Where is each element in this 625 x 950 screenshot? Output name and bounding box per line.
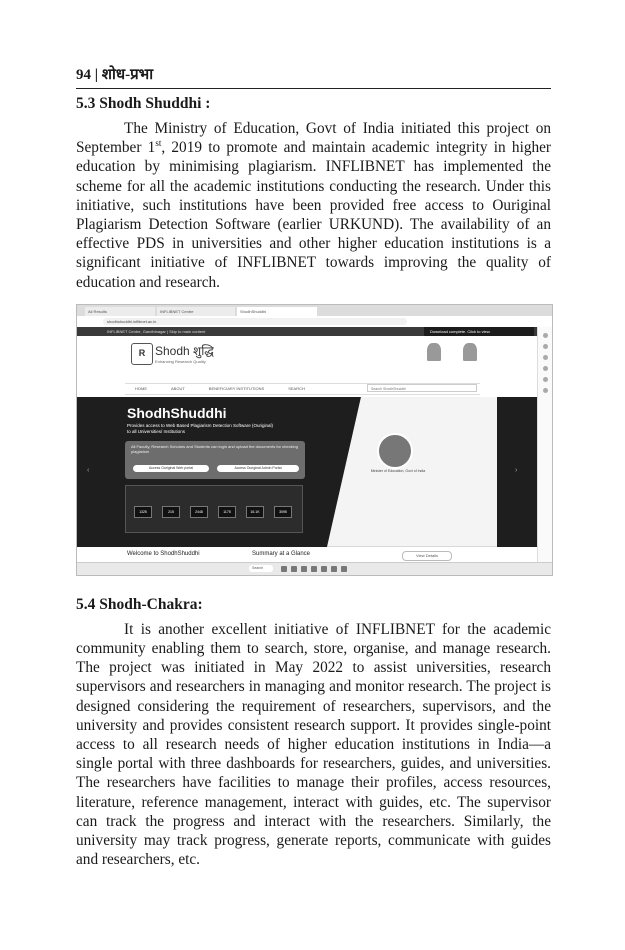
stats-panel xyxy=(125,485,303,533)
stat-value: 215 xyxy=(162,506,180,518)
stat-value: 1325 xyxy=(134,506,152,518)
hero-subtitle: Provides access to Web Based Plagiarism Detection Software (Ouriginal) to all Universities/ Institutions xyxy=(127,422,273,434)
hero-box-text: All Faculty, Research Scholars and Students can login and upload the documents for checking plagiarism xyxy=(131,443,298,454)
paragraph-shodh-chakra: It is another excellent initiative of INFLIBNET for the academic community enabling them to search, store, organise, and manage research. The project was initiated in May 2022 to assist universities, research supervisors and researchers in managing and monitor research. The project is designed considering the requirement of researchers, supervisors, and the university and provides consistent research support. It provides single-point access to all research needs of higher education institutions in India—a single portal with three dashboards for researchers, guides, and universities. The researchers have facilities to manage their profiles, access resources, literature, reference management, interact with guides, etc. The supervisor can track the progress and interact with the researchers. Similarly, the university may track progress, generate reports, communicate with guides and researchers, etc. xyxy=(76,620,551,869)
minister-photo xyxy=(377,433,413,469)
emblem-icon xyxy=(427,343,441,361)
browser-tab-active[interactable]: ShodhShuddhi xyxy=(237,307,317,316)
stat-value: 1175 xyxy=(218,506,236,518)
next-arrow-icon[interactable]: › xyxy=(515,466,518,474)
nav-about[interactable]: ABOUT xyxy=(171,385,185,391)
taskbar-app-icon[interactable] xyxy=(321,566,327,572)
ouriginal-web-button[interactable]: Access Ouriginal Web portal xyxy=(133,465,209,472)
taskbar-app-icon[interactable] xyxy=(331,566,337,572)
url-field[interactable]: shodhshuddhi.inflibnet.ac.in xyxy=(103,318,407,325)
para-text-2: , 2019 to promote and maintain academic integrity in higher education by minimising plagiarism. INFLIBNET has implemented the scheme for all the academic institutions conducting the research. Under this initiative, such institutions have been provided free access to Ouriginal Plagiarism Detection Software (earlier URKUND). The availability of an effective PDS in universities and other higher education institutions is a significant initiative of INFLIBNET towards improving the quality of education and research. xyxy=(76,139,551,291)
site-top-strip: INFLIBNET Centre, Gandhinagar | Skip to main content xyxy=(77,327,538,336)
prev-arrow-icon[interactable]: ‹ xyxy=(87,466,90,474)
page-body xyxy=(76,64,551,869)
section-heading-shodh-chakra: 5.4 Shodh-Chakra: xyxy=(76,595,203,613)
ouriginal-admin-button[interactable]: Access Ouriginal Admin Portal xyxy=(217,465,299,472)
browser-tab-bar xyxy=(77,305,552,316)
nav-beneficiary[interactable]: BENEFICIARY INSTITUTIONS xyxy=(208,385,265,391)
sidebar-icon[interactable] xyxy=(543,355,548,360)
taskbar-search[interactable]: Search xyxy=(249,565,273,572)
nav-search[interactable]: SEARCH xyxy=(288,385,305,391)
sidebar-icon[interactable] xyxy=(543,344,548,349)
download-popup[interactable]: Download complete. Click to view. xyxy=(424,327,534,336)
header-rule xyxy=(76,88,551,89)
summary-heading: Summary at a Glance xyxy=(252,550,311,557)
taskbar-app-icon[interactable] xyxy=(291,566,297,572)
taskbar xyxy=(77,562,552,575)
running-head: 94 | शोध-प्रभा xyxy=(76,67,154,83)
browser-side-panel xyxy=(537,327,552,563)
taskbar-app-icon[interactable] xyxy=(311,566,317,572)
sidebar-icon[interactable] xyxy=(543,333,548,338)
hero-banner xyxy=(77,397,538,547)
sidebar-icon[interactable] xyxy=(543,388,548,393)
website-screenshot xyxy=(76,304,553,576)
minister-caption: Minister of Education, Govt of India xyxy=(370,468,426,473)
taskbar-app-icon[interactable] xyxy=(301,566,307,572)
shodhshuddhi-logo-icon: R xyxy=(131,343,153,365)
stat-value: 2448 xyxy=(190,506,208,518)
ordinal-suffix: st xyxy=(155,138,162,149)
hero-title: ShodhShuddhi xyxy=(127,404,227,421)
site-page xyxy=(77,327,538,563)
section-heading-shodh-shuddhi: 5.3 Shodh Shuddhi : xyxy=(76,95,211,112)
national-emblem-icon xyxy=(463,343,477,361)
brand-tagline: Enhancing Research Quality xyxy=(155,358,206,364)
brand xyxy=(155,342,214,364)
hero-login-box xyxy=(125,441,305,479)
stat-value: 3095 xyxy=(274,506,292,518)
browser-tab[interactable]: All Results xyxy=(85,307,155,316)
sidebar-icon[interactable] xyxy=(543,366,548,371)
taskbar-app-icon[interactable] xyxy=(281,566,287,572)
brand-name: Shodh शुद्धि xyxy=(155,343,214,358)
welcome-heading: Welcome to ShodhShuddhi xyxy=(127,550,200,557)
stat-value: 16.1K xyxy=(246,506,264,518)
sidebar-icon[interactable] xyxy=(543,377,548,382)
browser-tab[interactable]: INFLIBNET Centre xyxy=(157,307,235,316)
para-text-1: The Ministry of Education, Govt of India initiated this project on September 1 xyxy=(76,120,551,157)
nav-home[interactable]: HOME xyxy=(135,385,147,391)
view-details-button[interactable]: View Details xyxy=(402,551,452,561)
taskbar-app-icon[interactable] xyxy=(341,566,347,572)
site-search-input[interactable]: Search ShodhShuddhi xyxy=(367,384,477,392)
paragraph-shodh-shuddhi xyxy=(76,119,551,292)
